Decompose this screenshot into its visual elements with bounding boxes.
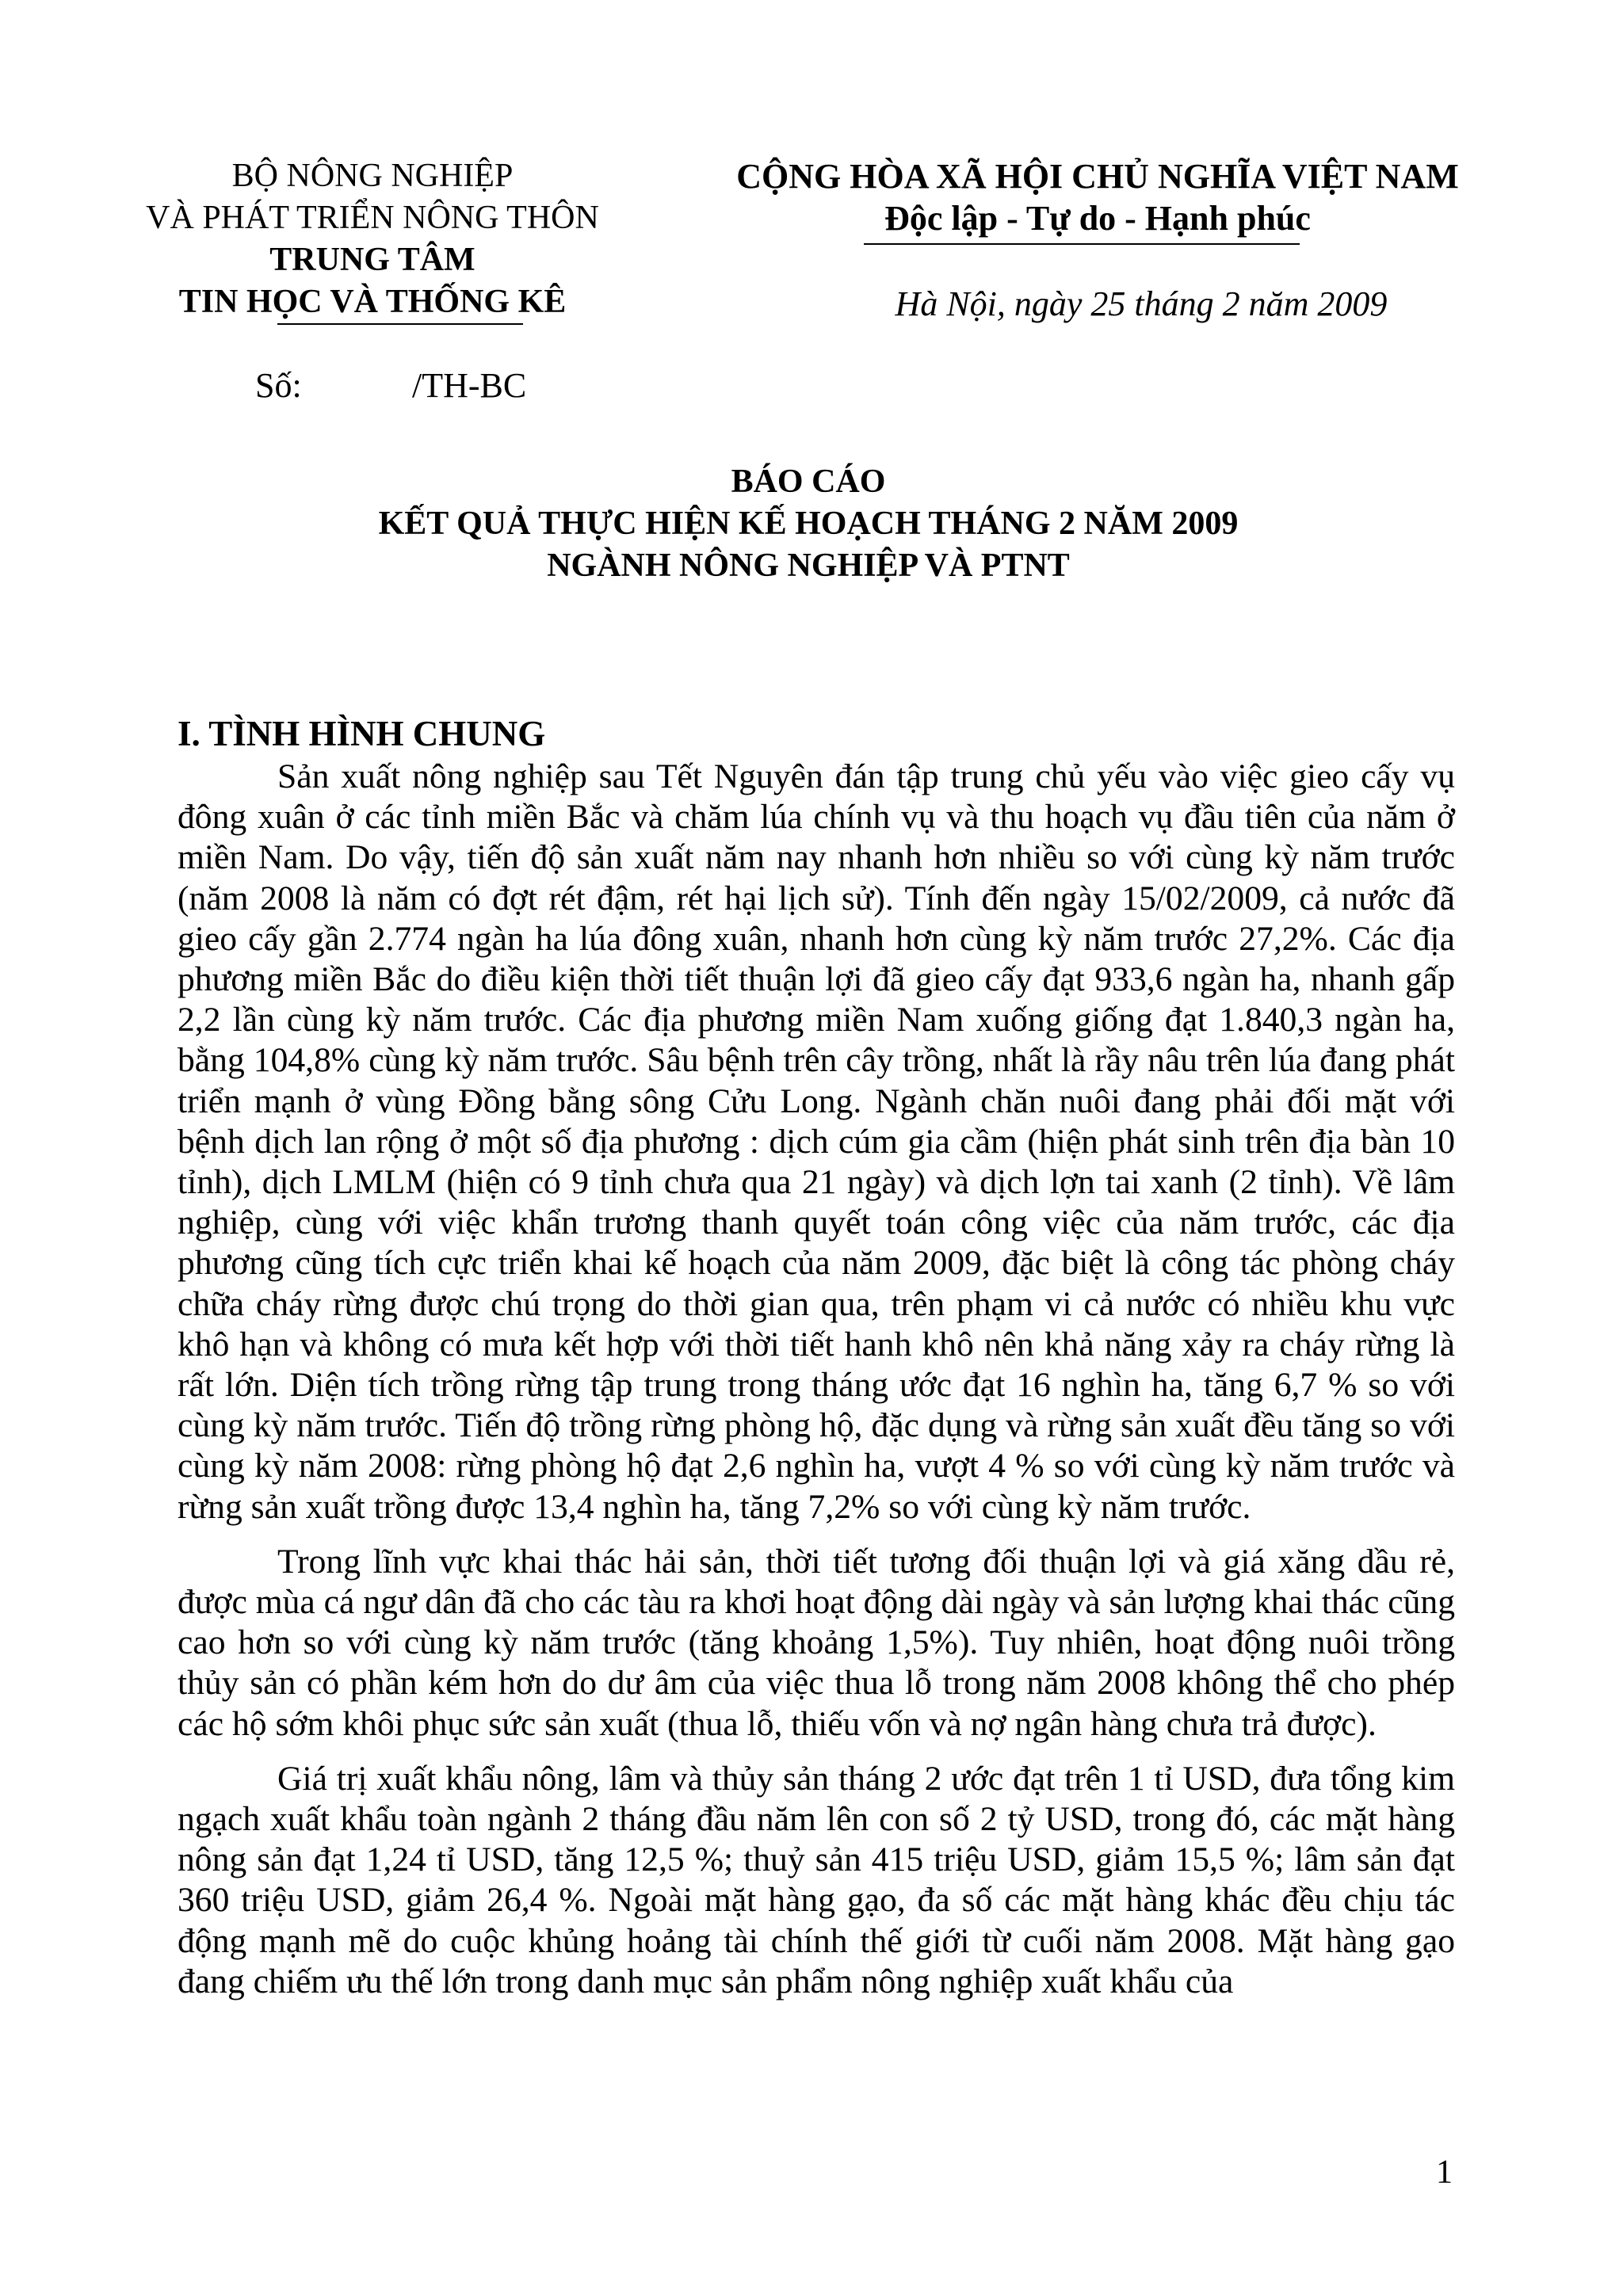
report-title-line-1: BÁO CÁO [731, 463, 886, 500]
section-heading: I. TÌNH HÌNH CHUNG [178, 714, 546, 753]
page-number: 1 [1436, 2154, 1453, 2191]
agency-line-ministry: BỘ NÔNG NGHIỆP [231, 158, 514, 194]
national-motto: Độc lập - Tự do - Hạnh phúc [884, 199, 1311, 238]
report-title-line-3: NGÀNH NÔNG NGHIỆP VÀ PTNT [547, 547, 1070, 584]
report-title [174, 461, 1442, 587]
agency-line-ministry-cont: VÀ PHÁT TRIỂN NÔNG THÔN [146, 200, 599, 236]
document-number-value: /TH-BC [412, 366, 527, 405]
paragraph-2: Trong lĩnh vực khai thác hải sản, thời tiết tương đối thuận lợi và giá xăng dầu rẻ, được mùa cá ngư dân đã cho các tàu ra khơi hoạt động dài ngày và sản lượng khai thác cũng cao hơn so với cùng kỳ năm trước (tăng khoảng 1,5%). Tuy nhiên, hoạt động nuôi trồng thủy sản có phần kém hơn do dư âm của việc thua lỗ trong năm 2008 không thể cho phép các hộ sớm khôi phục sức sản xuất (thua lỗ, thiếu vốn và nợ ngân hàng chưa trả được). [178, 1542, 1456, 1743]
report-title-line-2: KẾT QUẢ THỰC HIỆN KẾ HOẠCH THÁNG 2 NĂM 2009 [378, 505, 1239, 542]
agency-underline [277, 323, 523, 325]
country-name: CỘNG HÒA XÃ HỘI CHỦ NGHĨA VIỆT NAM [736, 157, 1459, 196]
agency-line-center: TRUNG TÂM [269, 242, 475, 278]
paragraph-1: Sản xuất nông nghiệp sau Tết Nguyên đán tập trung chủ yếu vào việc gieo cấy vụ đông xuân ở các tỉnh miền Bắc và chăm lúa chính vụ và thu hoạch vụ đầu tiên của năm ở miền Nam. Do vậy, tiến độ sản xuất năm nay nhanh hơn nhiều so với cùng kỳ năm trước (năm 2008 là năm có đợt rét đậm, rét hại lịch sử). Tính đến ngày 15/02/2009, cả nước đã gieo cấy gần 2.774 ngàn ha lúa đông xuân, nhanh hơn cùng kỳ năm trước 27,2%. Các địa phương miền Bắc do điều kiện thời tiết thuận lợi đã gieo cấy đạt 933,6 ngàn ha, nhanh gấp 2,2 lần cùng kỳ năm trước. Các địa phương miền Nam xuống giống đạt 1.840,3 ngàn ha, bằng 104,8% cùng kỳ năm trước. Sâu bệnh trên cây trồng, nhất là rầy nâu trên lúa đang phát triển mạnh ở vùng Đồng bằng sông Cửu Long. Ngành chăn nuôi đang phải đối mặt với bệnh dịch lan rộng ở một số địa phương : dịch cúm gia cầm (hiện phát sinh trên địa bàn 10 tỉnh), dịch LMLM (hiện có 9 tỉnh chưa qua 21 ngày) và dịch lợn tai xanh (2 tỉnh). Về lâm nghiệp, cùng với việc khẩn trương thanh quyết toán công việc của năm trước, các địa phương cũng tích cực triển khai kế hoạch của năm 2009, đặc biệt là công tác phòng cháy chữa cháy rừng được chú trọng do thời gian qua, trên phạm vi cả nước có nhiều khu vực khô hạn và không có mưa kết hợp với thời tiết hanh khô nên khả năng xảy ra cháy rừng là rất lớn. Diện tích trồng rừng tập trung trong tháng ước đạt 16 nghìn ha, tăng 6,7 % so với cùng kỳ năm trước. Tiến độ trồng rừng phòng hộ, đặc dụng và rừng sản xuất đều tăng so với cùng kỳ năm 2008: rừng phòng hộ đạt 2,6 nghìn ha, vượt 4 % so với cùng kỳ năm trước và rừng sản xuất trồng được 13,4 nghìn ha, tăng 7,2% so với cùng kỳ năm trước. [178, 757, 1455, 1526]
document-date: Hà Nội, ngày 25 tháng 2 năm 2009 [895, 284, 1388, 323]
national-motto-block [697, 155, 1498, 239]
motto-underline [864, 243, 1300, 245]
document-number-label: Số: [255, 366, 302, 405]
issuing-agency-block [127, 155, 618, 323]
paragraph-3: Giá trị xuất khẩu nông, lâm và thủy sản tháng 2 ước đạt trên 1 tỉ USD, đưa tổng kim ngạch xuất khẩu toàn ngành 2 tháng đầu năm lên con số 2 tỷ USD, trong đó, các mặt hàng nông sản đạt 1,24 tỉ USD, tăng 12,5 %; thuỷ sản 415 triệu USD, giảm 15,5 %; lâm sản đạt 360 triệu USD, giảm 26,4 %. Ngoài mặt hàng gạo, đa số các mặt hàng khác đều chịu tác động mạnh mẽ do cuộc khủng hoảng tài chính thế giới từ cuối năm 2008. Mặt hàng gạo đang chiếm ưu thế lớn trong danh mục sản phẩm nông nghiệp xuất khẩu của [178, 1759, 1455, 2000]
section-body [178, 757, 1455, 2016]
agency-line-center-name: TIN HỌC VÀ THỐNG KÊ [178, 284, 567, 320]
